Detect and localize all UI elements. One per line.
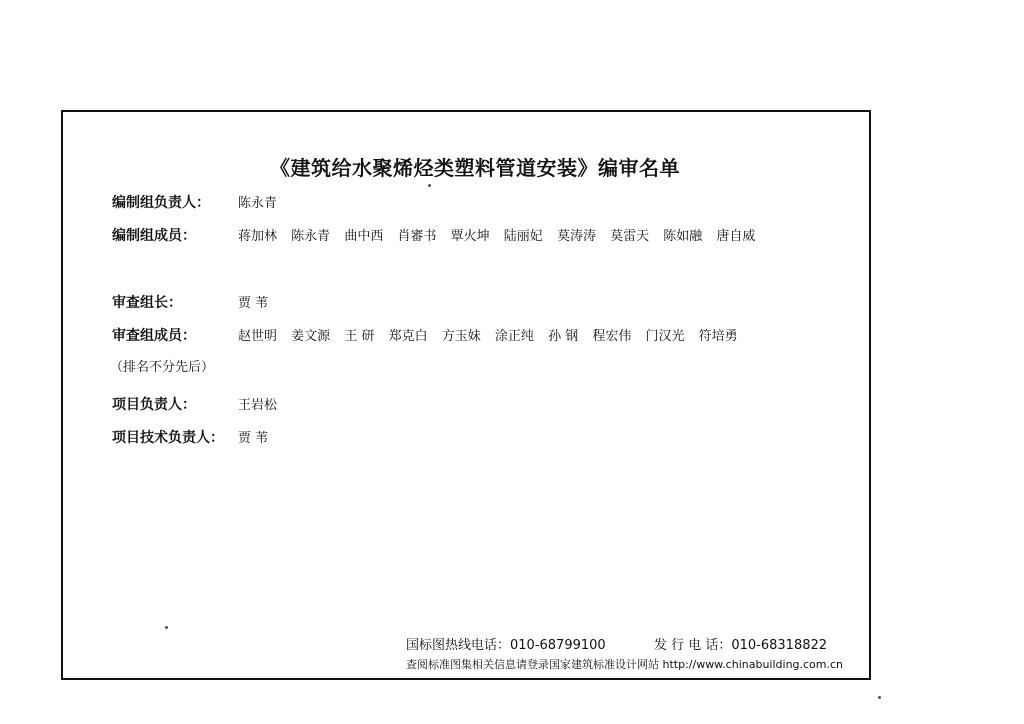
person-name: 陈如融 — [663, 229, 703, 244]
editor-lead-names — [238, 192, 287, 211]
order-note: （排名不分先后） — [110, 360, 215, 375]
editor-members-label: 编制组成员： — [112, 228, 196, 244]
project-lead-names — [238, 394, 287, 413]
project-tech-lead-names — [238, 427, 278, 446]
person-name: 贾 苇 — [238, 296, 269, 311]
website-note: 查阅标准图集相关信息请登录国家建筑标准设计网站 http://www.chinabuilding.com.cn — [406, 658, 844, 671]
review-members-names — [238, 325, 748, 344]
person-name: 方玉妹 — [441, 329, 481, 344]
hotline-text: 国标图热线电话：010-68799100 — [406, 638, 606, 653]
person-name: 涂正纯 — [494, 329, 534, 344]
person-name: 陈永青 — [238, 196, 278, 211]
editor-members-names — [238, 225, 765, 244]
scan-speck — [428, 184, 431, 187]
person-name: 肖審书 — [397, 229, 437, 244]
footer-phones — [406, 634, 827, 653]
person-name: 莫涛涛 — [556, 229, 596, 244]
review-lead-names — [238, 292, 278, 311]
person-name: 唐自威 — [716, 229, 756, 244]
person-name: 陈永青 — [291, 229, 331, 244]
review-members-label: 审查组成员： — [112, 328, 196, 344]
review-lead-label: 审查组长： — [112, 295, 182, 311]
person-name: 蒋加林 — [238, 229, 278, 244]
person-name: 门汉光 — [645, 329, 685, 344]
person-name: 莫雷天 — [610, 229, 650, 244]
scan-speck — [878, 696, 881, 699]
person-name: 王 研 — [344, 329, 375, 344]
person-name: 曲中西 — [344, 229, 384, 244]
person-name: 程宏伟 — [592, 329, 632, 344]
issue-phone-text: 发 行 电 话：010-68318822 — [653, 638, 828, 653]
document-title: 《建筑给水聚烯烃类塑料管道安装》编审名单 — [270, 156, 680, 180]
person-name: 陆丽妃 — [503, 229, 543, 244]
person-name: 郑克白 — [388, 329, 428, 344]
person-name: 姜文源 — [291, 329, 331, 344]
project-lead-label: 项目负责人： — [112, 397, 196, 413]
editor-lead-label: 编制组负责人： — [112, 195, 210, 211]
project-tech-lead-label: 项目技术负责人： — [112, 430, 224, 446]
person-name: 孙 钢 — [548, 329, 579, 344]
scan-speck — [165, 626, 168, 629]
person-name: 符培勇 — [698, 329, 738, 344]
person-name: 贾 苇 — [238, 431, 269, 446]
person-name: 覃火坤 — [450, 229, 490, 244]
person-name: 王岩松 — [238, 398, 278, 413]
person-name: 赵世明 — [238, 329, 278, 344]
